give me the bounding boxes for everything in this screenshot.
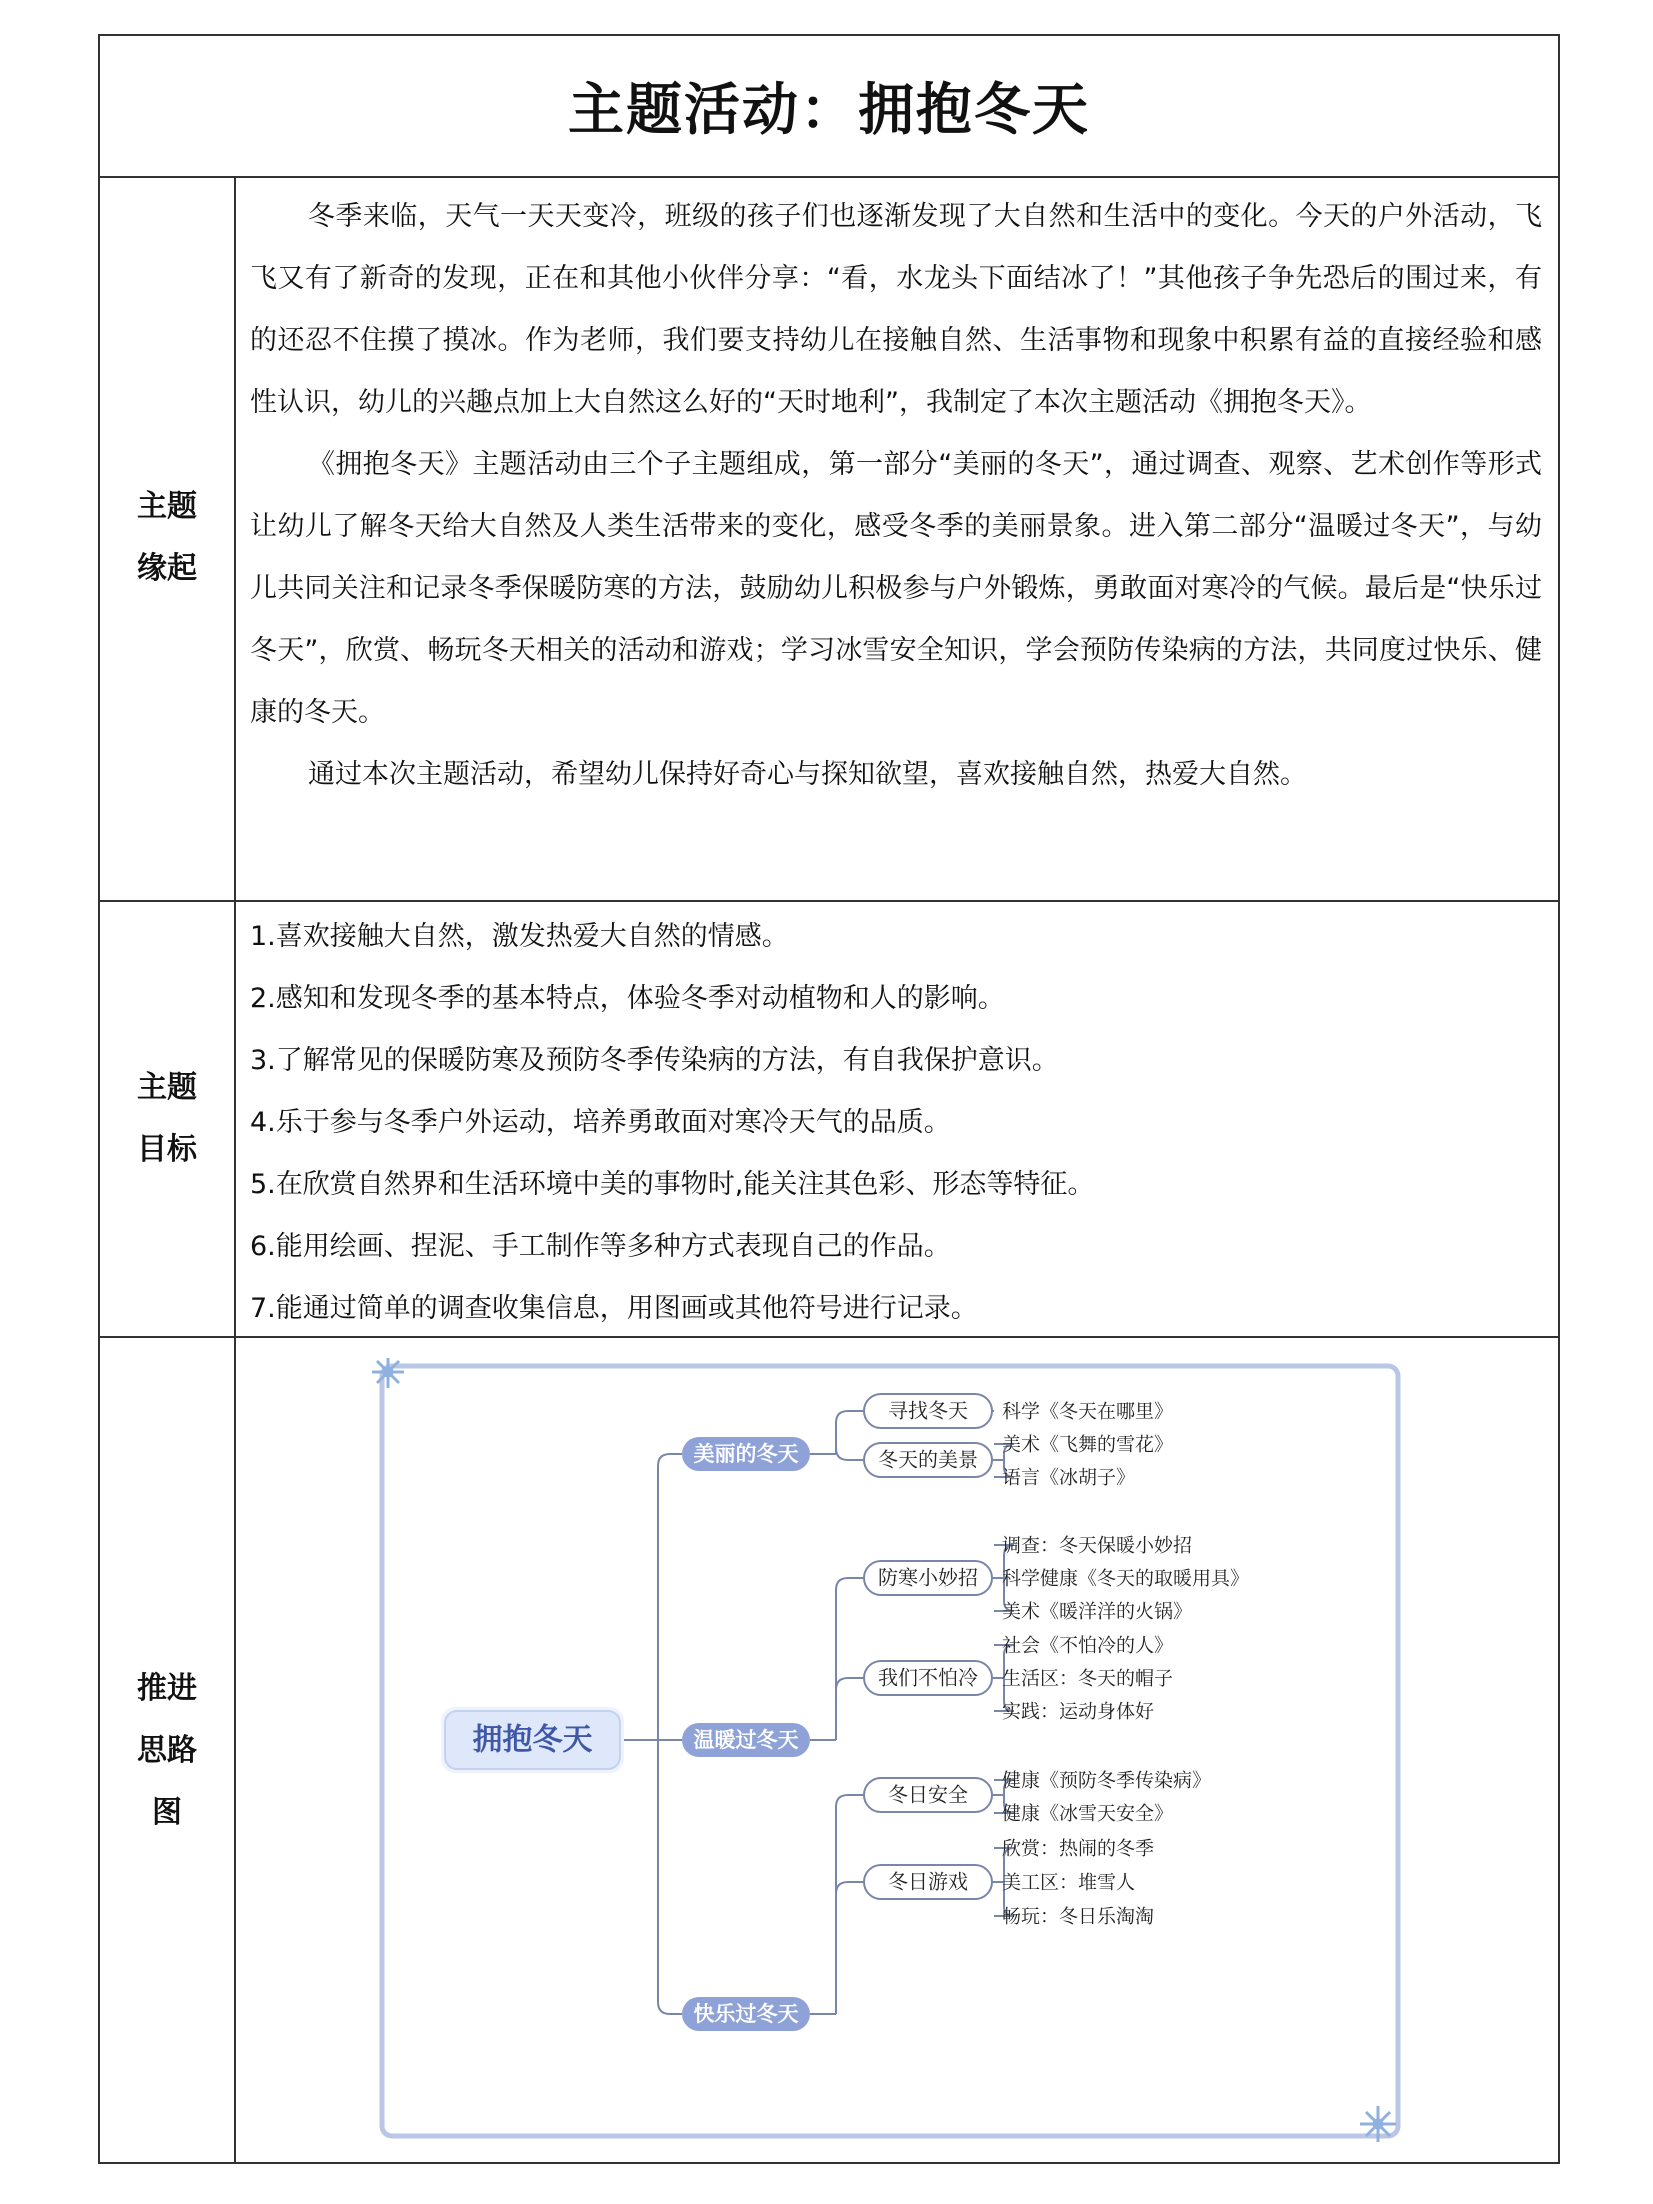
mindmap-label: 推进思路图 — [137, 1671, 197, 1830]
mindmap-subtopic-node — [864, 1394, 992, 1428]
title-row — [100, 36, 1558, 178]
goals-label-cell — [100, 902, 236, 1336]
goals-content — [236, 902, 1558, 1336]
mindmap-leaf-label: 健康《预防冬季传染病》 — [1002, 1769, 1212, 1792]
goal-item: 7.能通过简单的调查收集信息，用图画或其他符号进行记录。 — [250, 1293, 978, 1324]
origin-content — [236, 176, 1558, 900]
mindmap-subtopic-label: 防寒小妙招 — [878, 1565, 978, 1590]
mindmap-subtopic-label: 冬天的美景 — [878, 1447, 978, 1472]
goal-item: 3.了解常见的保暖防寒及预防冬季传染病的方法，有自我保护意识。 — [250, 1045, 1059, 1076]
mindmap-subtopic-node — [864, 1865, 992, 1899]
mindmap-branch-label: 美丽的冬天 — [693, 1442, 799, 1466]
mindmap-branch-label: 快乐过冬天 — [693, 2002, 799, 2026]
mindmap-content — [236, 1338, 1558, 2164]
goal-item: 2.感知和发现冬季的基本特点，体验冬季对动植物和人的影响。 — [250, 983, 1005, 1014]
mindmap-leaf-label: 欣赏：热闹的冬季 — [1002, 1837, 1155, 1860]
mindmap-subtopic-node — [864, 1661, 992, 1695]
mindmap-subtopic-label: 寻找冬天 — [888, 1398, 968, 1423]
mindmap-subtopic-node — [864, 1561, 992, 1595]
mindmap-leaf-label: 美工区：堆雪人 — [1002, 1871, 1136, 1894]
goal-item: 4.乐于参与冬季户外运动，培养勇敢面对寒冷天气的品质。 — [250, 1107, 951, 1138]
mindmap-leaf-label: 科学《冬天在哪里》 — [1002, 1400, 1174, 1423]
mindmap-branch-node — [682, 1723, 810, 1757]
mindmap-root-label: 拥抱冬天 — [472, 1722, 593, 1758]
mindmap-label-cell — [100, 1338, 236, 2164]
mindmap-leaf-label: 健康《冰雪天安全》 — [1002, 1802, 1174, 1825]
mindmap-subtopic-label: 我们不怕冷 — [878, 1665, 978, 1690]
theme-table — [98, 34, 1560, 2164]
mindmap-leaf-label: 语言《冰胡子》 — [1002, 1466, 1136, 1489]
mindmap-branch-label: 温暖过冬天 — [693, 1728, 799, 1752]
origin-paragraph-3: 通过本次主题活动，希望幼儿保持好奇心与探知欲望，喜欢接触自然，热爱大自然。 — [308, 759, 1307, 790]
origin-label: 主题缘起 — [137, 489, 197, 586]
mindmap-subtopic-node — [864, 1778, 992, 1812]
mindmap-subtopic-node — [864, 1443, 992, 1477]
origin-paragraph-2: 《拥抱冬天》主题活动由三个子主题组成，第一部分“美丽的冬天”，通过调查、观察、艺术创作等形式让幼儿了解冬天给大自然及人类生活带来的变化，感受冬季的美丽景象。进入第二部分“温暖过冬天”，与幼儿共同关注和记录冬季保暖防寒的方法，鼓励幼儿积极参与户外锻炼，勇敢面对寒冷的气候。最后是“快乐过冬天”，欣赏、畅玩冬天相关的活动和游戏；学习冰雪安全知识，学会预防传染病的方法，共同度过快乐、健康的冬天。 — [250, 449, 1542, 728]
mindmap-leaf-label: 生活区：冬天的帽子 — [1002, 1667, 1174, 1690]
mindmap-branch-node — [682, 1997, 810, 2031]
goals-row — [100, 902, 1558, 1338]
mindmap-leaf-label: 科学健康《冬天的取暖用具》 — [1002, 1567, 1250, 1590]
mindmap-leaf-label: 美术《暖洋洋的火锅》 — [1002, 1600, 1193, 1623]
mindmap-leaf-label: 畅玩：冬日乐淘淘 — [1002, 1905, 1155, 1928]
mindmap-subtopic-label: 冬日安全 — [888, 1782, 968, 1807]
goal-item: 5.在欣赏自然界和生活环境中美的事物时,能关注其色彩、形态等特征。 — [250, 1169, 1095, 1200]
mindmap-leaf-label: 美术《飞舞的雪花》 — [1002, 1433, 1174, 1456]
origin-label-cell — [100, 176, 236, 900]
goal-item: 1.喜欢接触大自然，激发热爱大自然的情感。 — [250, 921, 789, 952]
mindmap-leaf-label: 调查：冬天保暖小妙招 — [1002, 1534, 1193, 1557]
mindmap-row — [100, 1338, 1558, 2164]
page-title: 主题活动：拥抱冬天 — [568, 78, 1090, 143]
origin-paragraph-1: 冬季来临，天气一天天变冷，班级的孩子们也逐渐发现了大自然和生活中的变化。今天的户外活动，飞飞又有了新奇的发现，正在和其他小伙伴分享：“看，水龙头下面结冰了！”其他孩子争先恐后的围过来，有的还忍不住摸了摸冰。作为老师，我们要支持幼儿在接触自然、生活事物和现象中积累有益的直接经验和感性认识，幼儿的兴趣点加上大自然这么好的“天时地利”，我制定了本次主题活动《拥抱冬天》。 — [250, 201, 1542, 418]
goals-label: 主题目标 — [137, 1070, 197, 1167]
mindmap-root-node — [441, 1707, 624, 1773]
goal-item: 6.能用绘画、捏泥、手工制作等多种方式表现自己的作品。 — [250, 1231, 951, 1262]
mindmap-subtopic-label: 冬日游戏 — [888, 1869, 968, 1894]
mindmap-diagram — [370, 1358, 1410, 2144]
mindmap-leaf-label: 社会《不怕冷的人》 — [1002, 1634, 1174, 1657]
origin-row — [100, 176, 1558, 902]
mindmap-branch-node — [682, 1437, 810, 1471]
mindmap-leaf-label: 实践：运动身体好 — [1002, 1700, 1155, 1723]
